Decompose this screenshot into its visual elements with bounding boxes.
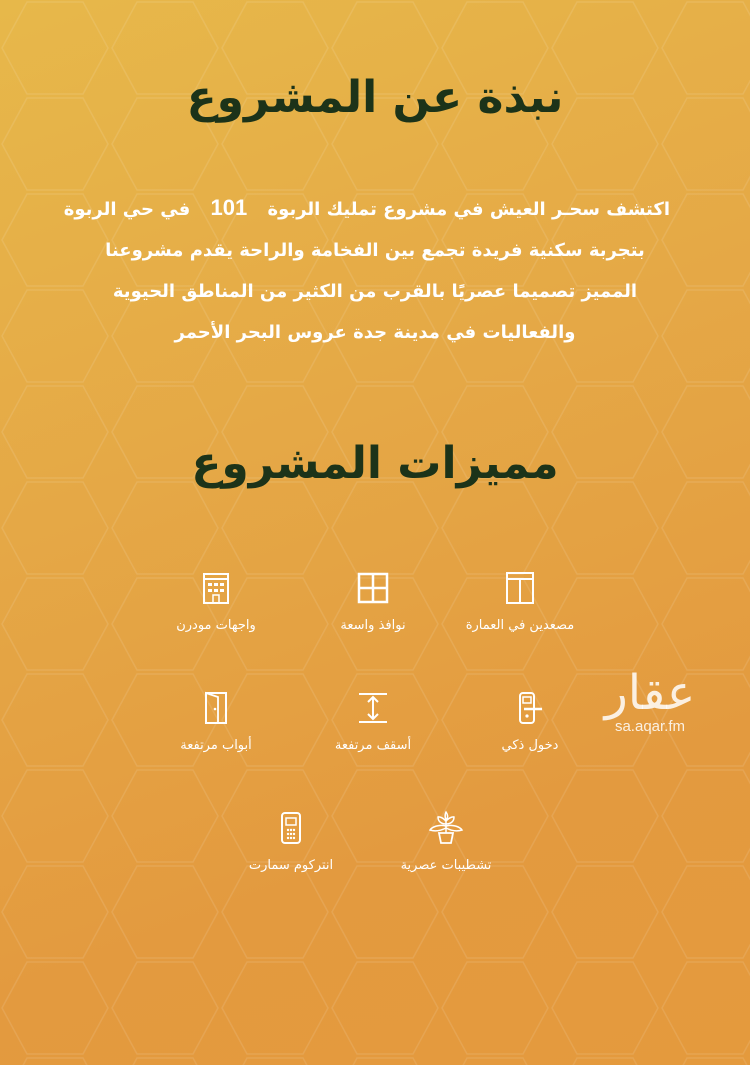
feature-label: أسقف مرتفعة <box>334 738 412 753</box>
feature-label: نوافذ واسعة <box>340 618 406 633</box>
feature-modern-facades <box>126 570 306 633</box>
about-line-1-part-a: اكتشف سحـر العيش في مشروع تمليك الربوة <box>267 199 670 220</box>
feature-label: أبواب مرتفعة <box>180 738 252 753</box>
elevator-icon <box>502 570 538 606</box>
about-project-heading: نبذة عن المشروع <box>186 72 564 123</box>
building-facade-icon <box>198 570 234 606</box>
feature-label: مصعدين في العمارة <box>465 618 575 633</box>
window-icon <box>355 570 391 606</box>
smart-lock-icon <box>512 690 548 726</box>
feature-label: دخول ذكي <box>501 738 559 753</box>
aqar-watermark <box>590 665 710 735</box>
about-line-3: المميز تصميما عصريًا بالقرب من الكثير من المناطق الحيوية <box>112 281 638 302</box>
watermark-arabic-text: عقار <box>604 665 696 721</box>
intercom-icon <box>273 810 309 846</box>
feature-smart-intercom <box>201 810 381 873</box>
about-line-1-part-b: في حي الربوة <box>63 199 191 220</box>
feature-high-doors <box>126 690 306 753</box>
feature-label: انتركوم سمارت <box>248 858 334 873</box>
feature-modern-finishes <box>356 810 536 873</box>
about-line-1 <box>63 187 670 230</box>
project-number: 101 <box>210 195 248 220</box>
about-project-description <box>63 187 670 353</box>
watermark-url: sa.aqar.fm <box>614 718 686 735</box>
door-icon <box>198 690 234 726</box>
about-line-2: بتجربة سكنية فريدة تجمع بين الفخامة والراحة يقدم مشروعنا <box>105 240 645 261</box>
feature-high-ceilings <box>283 690 463 753</box>
project-features-heading: مميزات المشروع <box>191 438 559 489</box>
ceiling-height-icon <box>355 690 391 726</box>
feature-wide-windows <box>283 570 463 633</box>
feature-label: واجهات مودرن <box>176 618 256 633</box>
plant-icon <box>426 810 466 846</box>
about-line-4: والفعاليات في مدينة جدة عروس البحر الأحمر <box>174 322 576 343</box>
feature-label: تشطيبات عصرية <box>400 858 492 873</box>
